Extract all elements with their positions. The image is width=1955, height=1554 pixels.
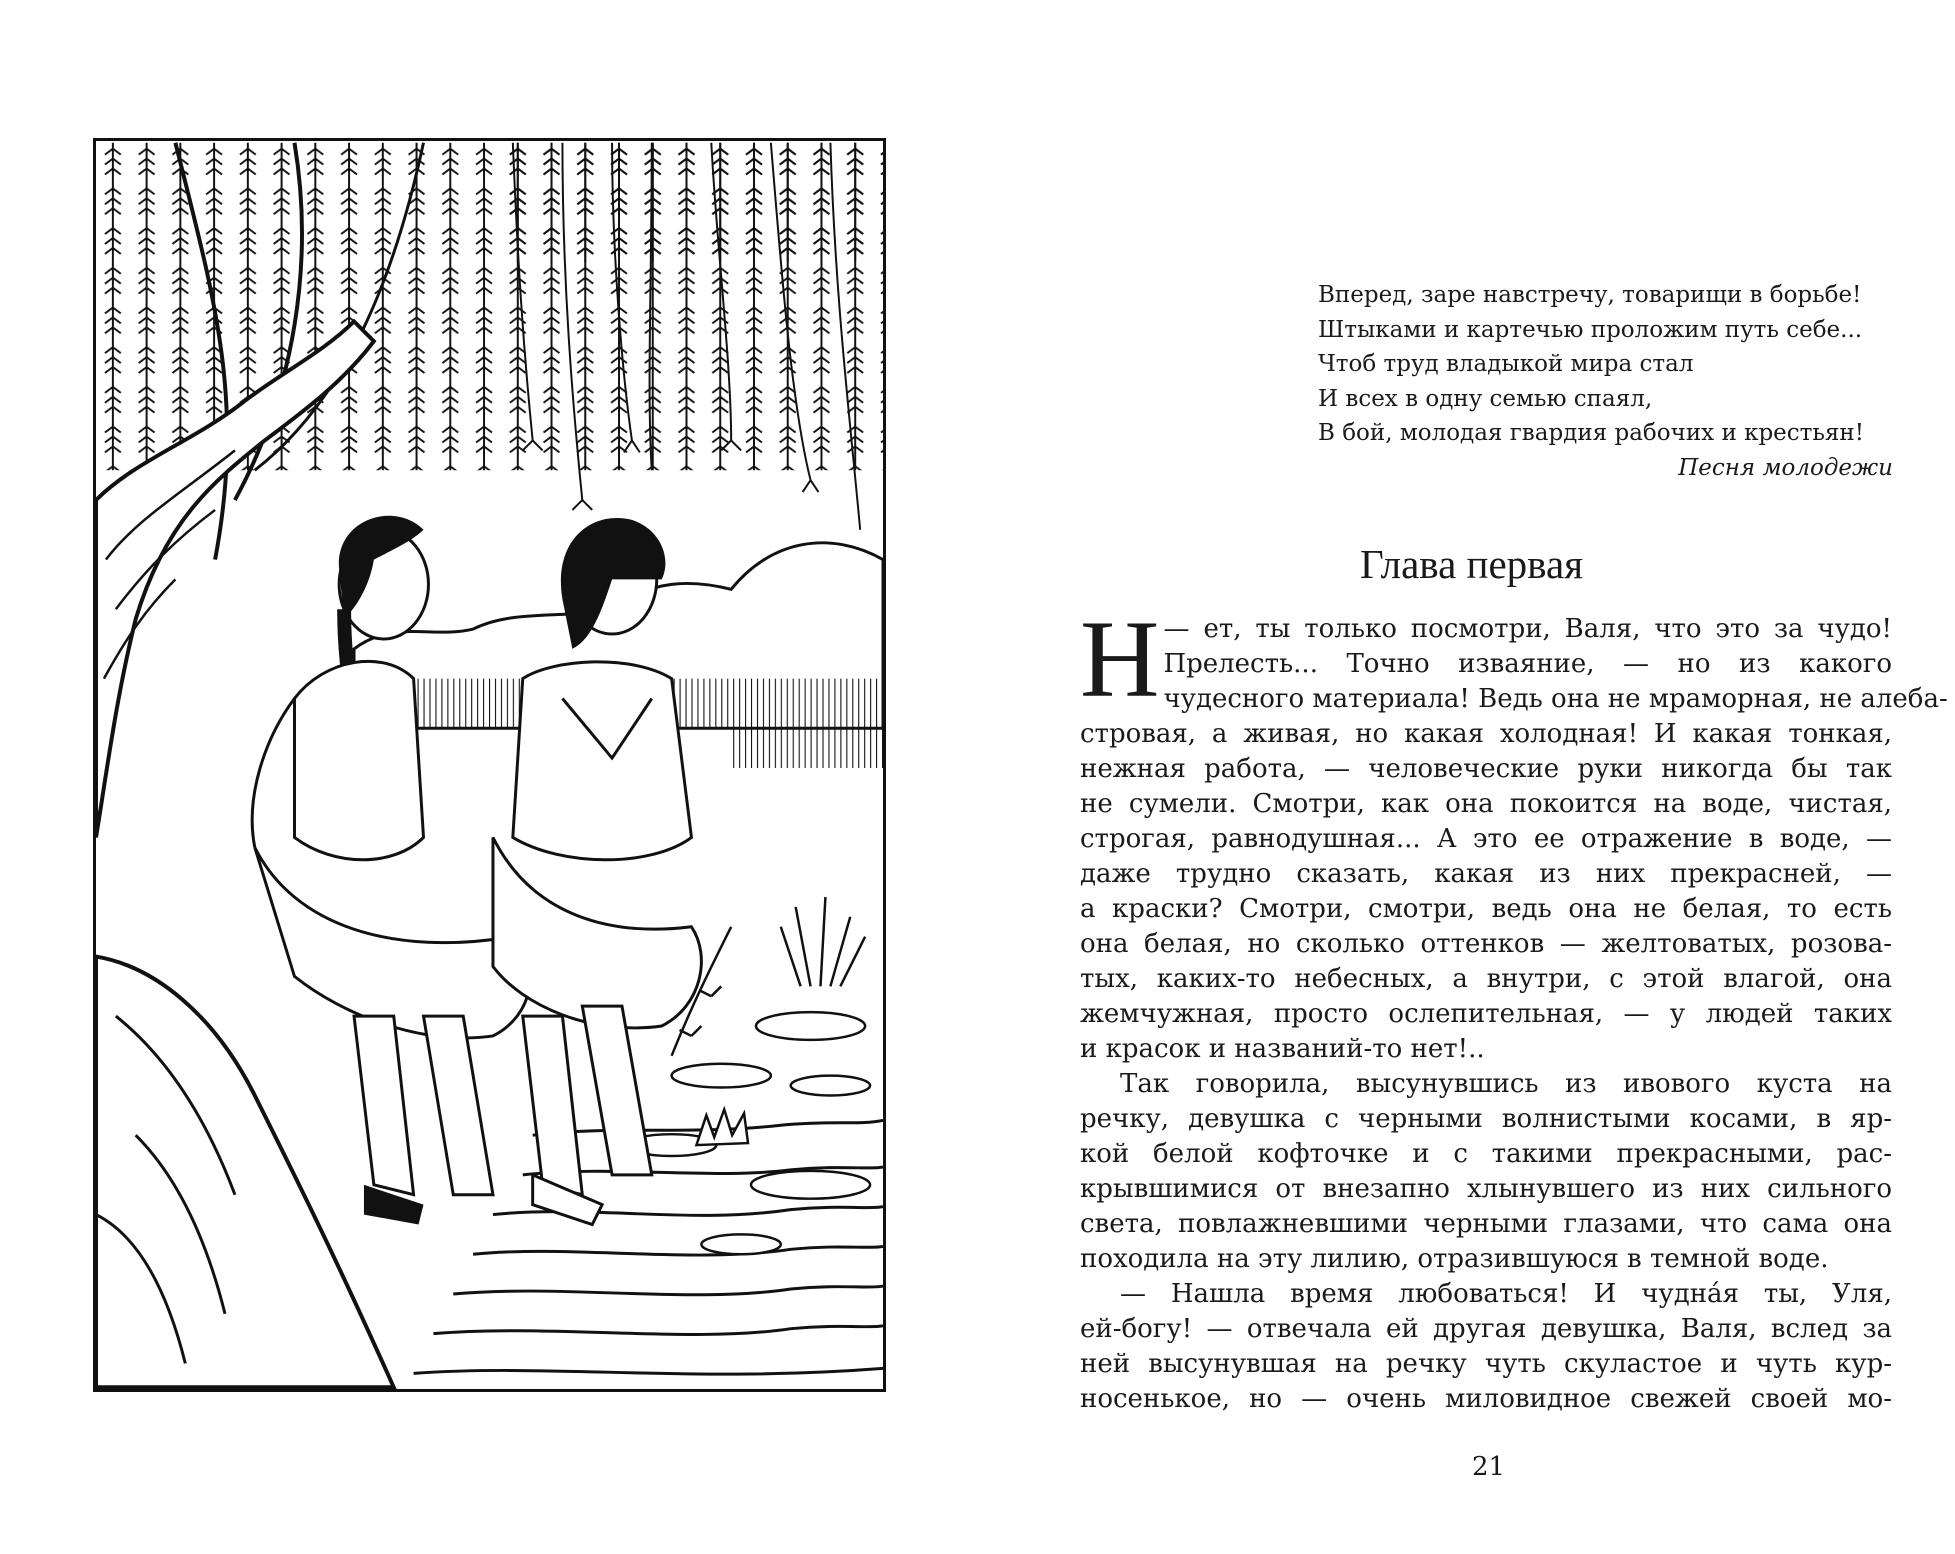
willow-canopy [96, 143, 883, 560]
text-line: она белая, но сколько оттенков — желтоватых, розова- [1080, 929, 1892, 959]
text-line: стровая, а живая, но какая холодная! И какая тонкая, [1080, 719, 1892, 749]
text-line: чудесного материала! Ведь она не мраморная, не алеба- [1163, 684, 1948, 714]
text-line: жемчужная, просто ослепительная, — у людей таких [1080, 999, 1892, 1029]
text-line: кой белой кофточке и с такими прекрасными, рас- [1080, 1139, 1892, 1169]
text-line: Прелесть... Точно изваяние, — но из какого [1163, 649, 1892, 679]
text-line: крывшимися от внезапно хлынувшего из них сильного [1080, 1174, 1892, 1204]
text-line: ей-богу! — отвечала ей другая девушка, Валя, вслед за [1080, 1314, 1892, 1344]
chapter-text [1080, 598, 1948, 1417]
drop-cap: Н [1080, 598, 1160, 720]
text-line: тых, каких-то небесных, а внутри, с этой влагой, она [1080, 964, 1892, 994]
text-line: ней высунувшая на речку чуть скуластое и чуть кур- [1080, 1349, 1892, 1379]
epigraph-line: Штыками и картечью проложим путь себе... [1318, 316, 1863, 343]
epigraph-line: Чтоб труд владыкой мира стал [1318, 351, 1694, 377]
text-line: нежная работа, — человеческие руки никогда бы так [1080, 754, 1892, 784]
illustration-drawing [96, 141, 883, 1389]
epigraph-attribution: Песня молодежи [1678, 454, 1893, 481]
page-number: 21 [1472, 1452, 1506, 1482]
text-line: света, повлажневшими черными глазами, что сама она [1080, 1209, 1892, 1239]
epigraph [1318, 278, 1893, 485]
chapter-title: Глава первая [1360, 541, 1584, 587]
text-line: походила на эту лилию, отразившуюся в темной воде. [1080, 1244, 1829, 1274]
text-line: носенькое, но — очень миловидное свежей своей мо- [1080, 1384, 1892, 1414]
text-line: а краски? Смотри, смотри, ведь она не белая, то есть [1080, 894, 1892, 924]
epigraph-line: Вперед, заре навстречу, товарищи в борьбе! [1318, 282, 1862, 308]
text-line: и красок и названий-то нет!.. [1080, 1034, 1485, 1064]
epigraph-line: В бой, молодая гвардия рабочих и крестьян! [1318, 420, 1865, 446]
text-line: — Н ет, ты только посмотри, Валя, что это за чудо! [1080, 598, 1892, 720]
epigraph-line: И всех в одну семью спаял, [1318, 385, 1653, 412]
text-line: Так говорила, высунувшись из ивового куста на [1120, 1069, 1892, 1099]
water-lily [696, 1109, 748, 1145]
text-line: строгая, равнодушная... А это ее отражение в воде, — [1080, 824, 1892, 854]
text-line: речку, девушка с черными волнистыми косами, в яр- [1080, 1104, 1892, 1134]
illustration-two-girls-by-river [93, 138, 886, 1392]
text-line: даже трудно сказать, какая из них прекрасней, — [1080, 859, 1892, 889]
text-line: — Нашла время любоваться! И чудна́я ты, Уля, [1120, 1279, 1892, 1309]
opening-dash: — [1163, 614, 1190, 644]
text-line: не сумели. Смотри, как она покоится на воде, чистая, [1080, 789, 1892, 819]
